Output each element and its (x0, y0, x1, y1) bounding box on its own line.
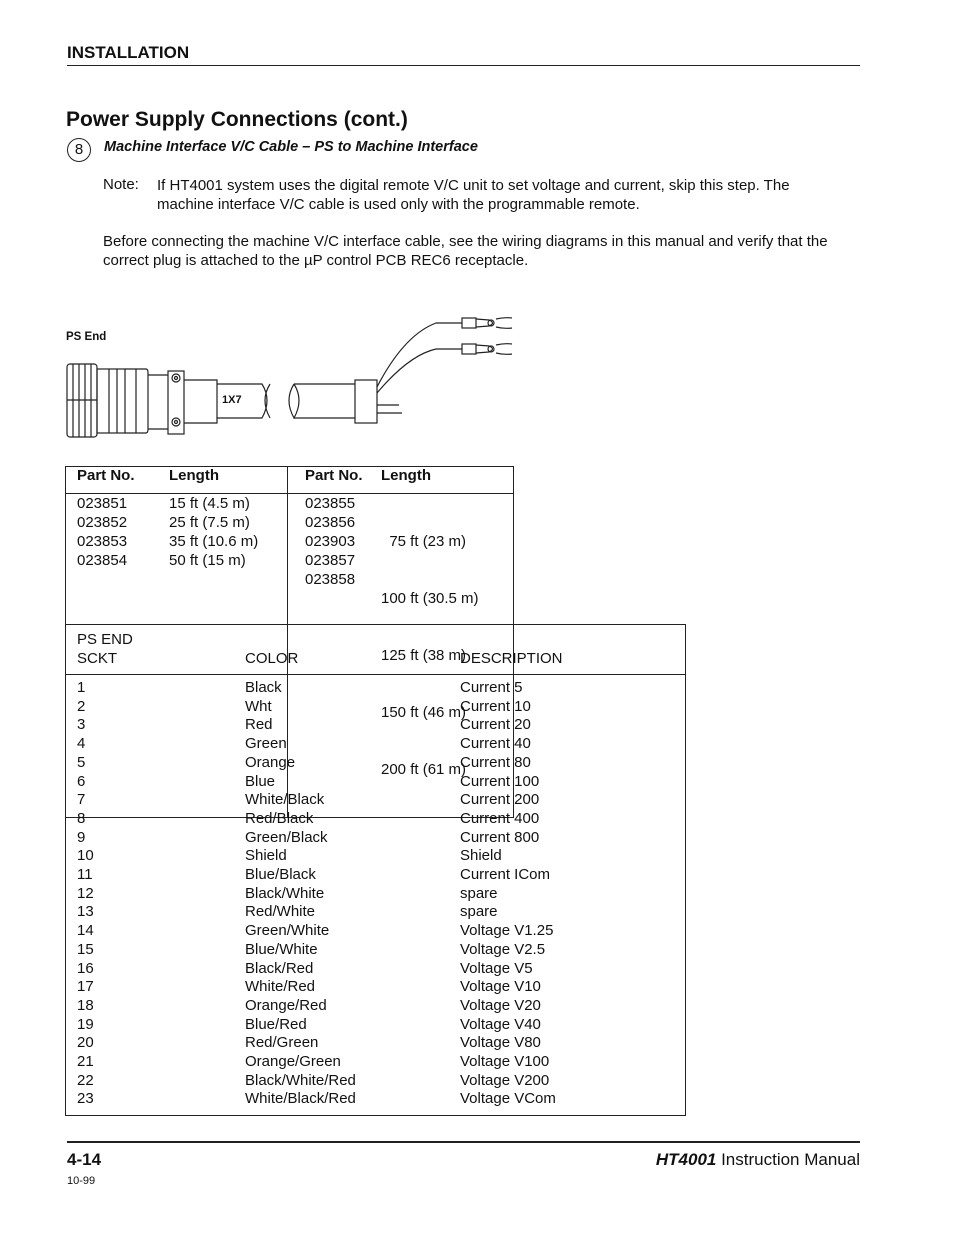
signal-description: Voltage V2.5 (460, 940, 546, 958)
signal-description: Current 800 (460, 828, 540, 846)
socket-number: 21 (77, 1053, 94, 1071)
socket-number-column (66, 675, 246, 1116)
header-length: Length (381, 467, 431, 484)
socket-number: 9 (77, 828, 86, 846)
wire-color: Black/White/Red (245, 1071, 356, 1089)
signal-description: Current 80 (460, 753, 531, 771)
socket-number: 14 (77, 922, 94, 940)
wire-color: Wht (245, 697, 272, 715)
cable-length: 35 ft (10.6 m) (169, 533, 259, 550)
wire-color: Red/Black (245, 809, 314, 827)
pinout-table (65, 624, 686, 1116)
signal-description: Current 400 (460, 809, 540, 827)
wire-color: Green/White (245, 922, 330, 940)
manual-name: Instruction Manual (716, 1150, 860, 1169)
cable-length: 100 ft (30.5 m) (381, 590, 479, 607)
table-row (66, 675, 686, 1116)
signal-description: Voltage V20 (460, 996, 541, 1014)
socket-number: 1 (77, 679, 86, 696)
header-part-no: Part No. (305, 467, 363, 484)
signal-description: Voltage V100 (460, 1053, 550, 1071)
pinout-rows (66, 675, 686, 1116)
signal-description: Voltage VCom (460, 1090, 556, 1108)
part-number: 023857 (305, 552, 356, 569)
wire-color: Green (245, 735, 287, 753)
step-number: 8 (67, 138, 91, 162)
part-number: 023858 (305, 571, 356, 588)
wire-color: White/Red (245, 978, 316, 996)
socket-number: 12 (77, 884, 94, 902)
header-ps-end: PS END (77, 631, 133, 648)
part-number: 023903 (305, 533, 356, 550)
ps-end-label: PS End (66, 331, 107, 343)
wire-color: Shield (245, 847, 287, 865)
signal-description: Voltage V80 (460, 1034, 541, 1052)
wire-color: Blue/Black (245, 866, 316, 884)
cable-length: 50 ft (15 m) (169, 552, 246, 569)
instruction-paragraph: Before connecting the machine V/C interface cable, see the wiring diagrams in this manual and verify that the correct plug is attached to the µP control PCB REC6 receptacle. (103, 233, 828, 269)
product-name: HT4001 (655, 1150, 717, 1169)
wire-color: Blue/White (245, 940, 318, 958)
signal-description: Current 20 (460, 716, 531, 734)
signal-description: Current 200 (460, 791, 540, 809)
cable-length: 25 ft (7.5 m) (169, 514, 250, 531)
wire-color: Red/White (245, 903, 316, 921)
header-sckt-label: SCKT (77, 650, 118, 667)
socket-number: 6 (77, 772, 86, 790)
cable-length: 200 ft (61 m) (381, 761, 467, 778)
part-number: 023852 (77, 514, 128, 531)
header-color: COLOR (245, 625, 460, 675)
table-header-row (66, 625, 686, 675)
cable-length: 15 ft (4.5 m) (169, 495, 250, 512)
part-number: 023853 (77, 533, 128, 550)
header-description: DESCRIPTION (460, 625, 686, 675)
connector-flange (168, 371, 184, 434)
signal-description: spare (460, 903, 498, 921)
socket-number: 20 (77, 1034, 94, 1052)
header-sckt (66, 625, 246, 675)
signal-description: Shield (460, 847, 502, 865)
socket-number: 8 (77, 809, 86, 827)
wire-color: White/Black/Red (245, 1090, 356, 1108)
socket-number: 17 (77, 978, 94, 996)
wire-color: Red (245, 716, 273, 734)
signal-description: Current ICom (460, 866, 551, 884)
wire-color: Orange (245, 753, 296, 771)
cable-length: 75 ft (23 m) (381, 533, 467, 550)
cable-diagram (64, 305, 524, 445)
wire-color: Green/Black (245, 828, 328, 846)
socket-number: 10 (77, 847, 94, 865)
socket-number: 16 (77, 959, 94, 977)
wire-color: Orange/Green (245, 1053, 341, 1071)
part-number: 023854 (77, 552, 128, 569)
part-number: 023851 (77, 495, 128, 512)
page-title: Power Supply Connections (cont.) (66, 108, 408, 131)
revision-date: 10-99 (67, 1175, 96, 1187)
cable-length: 150 ft (46 m) (381, 704, 467, 721)
signal-description: Current 10 (460, 697, 531, 715)
note-text: If HT4001 system uses the digital remote V/C unit to set voltage and current, skip this step. The machine interface V/C cable is used only with the programmable remote. (157, 177, 790, 213)
wire-color: Black (245, 679, 282, 696)
footer-rule (67, 1141, 860, 1143)
signal-description-column (460, 675, 686, 1116)
wire-color: Red/Green (245, 1034, 319, 1052)
wire-color-column (245, 675, 460, 1116)
wire-color: Blue (245, 772, 276, 790)
signal-description: Voltage V1.25 (460, 922, 554, 940)
manual-title (656, 1150, 860, 1170)
socket-number: 23 (77, 1090, 94, 1108)
part-number: 023856 (305, 514, 356, 531)
connector-label: 1X7 (222, 394, 242, 406)
signal-description: Voltage V200 (460, 1071, 550, 1089)
step-title: Machine Interface V/C Cable – PS to Machine Interface (104, 139, 478, 155)
header-rule (67, 65, 860, 66)
signal-description: Current 5 (460, 679, 523, 696)
table-header-row (66, 467, 514, 494)
socket-number: 11 (77, 866, 93, 884)
cable-length: 125 ft (38 m) (381, 647, 467, 664)
signal-description: Current 40 (460, 735, 531, 753)
signal-description: Voltage V10 (460, 978, 541, 996)
socket-number: 22 (77, 1071, 94, 1089)
connector-collar (97, 369, 125, 433)
signal-description: Current 100 (460, 772, 540, 790)
part-number: 023855 (305, 495, 356, 512)
socket-number: 18 (77, 996, 94, 1014)
socket-number: 19 (77, 1015, 94, 1033)
signal-description: Voltage V40 (460, 1015, 541, 1033)
header-part-no: Part No. (77, 467, 135, 484)
wire-color: Black/Red (245, 959, 314, 977)
socket-number: 5 (77, 753, 86, 771)
wire-color: Black/White (245, 884, 325, 902)
socket-number: 2 (77, 697, 86, 715)
page-number: 4-14 (67, 1150, 102, 1169)
socket-number: 4 (77, 735, 86, 753)
cable-boot (355, 380, 377, 423)
wire-color: Blue/Red (245, 1015, 307, 1033)
header-length: Length (169, 467, 288, 494)
socket-number: 7 (77, 791, 86, 809)
socket-number: 13 (77, 903, 94, 921)
wire-color: White/Black (245, 791, 325, 809)
socket-number: 15 (77, 940, 94, 958)
signal-description: spare (460, 884, 498, 902)
signal-description: Voltage V5 (460, 959, 533, 977)
wire-color: Orange/Red (245, 996, 327, 1014)
note-label: Note: (103, 176, 139, 193)
socket-number: 3 (77, 716, 86, 734)
section-header: INSTALLATION (67, 43, 190, 62)
